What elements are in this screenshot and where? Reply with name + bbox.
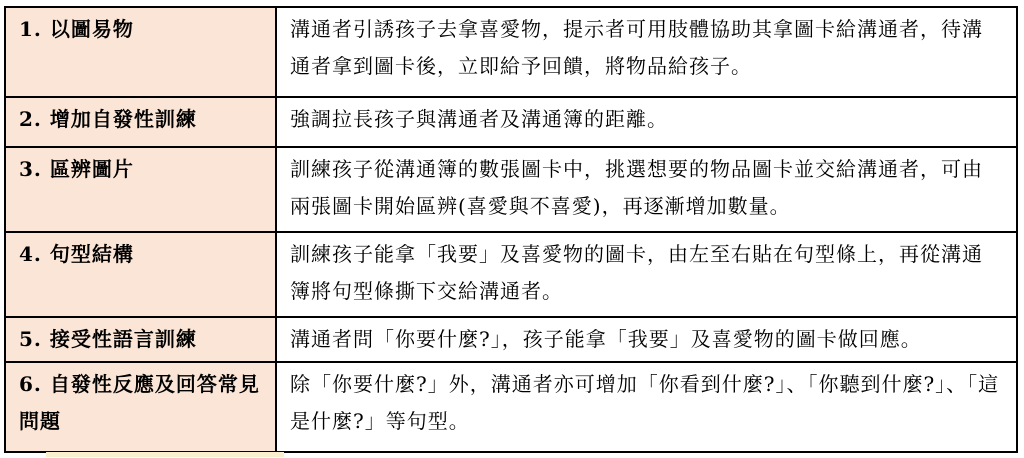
step-description: 除「你要什麼?」外，溝通者亦可增加「你看到什麼?」、「你聽到什麼?」、「這是什麼?」等句型。 [277, 363, 1016, 451]
training-steps-table [4, 6, 1018, 453]
step-label: 2. 增加自發性訓練 [6, 98, 277, 146]
table-row [6, 148, 1016, 233]
partial-highlight-strip [46, 452, 284, 457]
step-label: 6. 自發性反應及回答常見問題 [6, 363, 277, 451]
step-label: 4. 句型結構 [6, 233, 277, 316]
step-description: 強調拉長孩子與溝通者及溝通簿的距離。 [277, 98, 1016, 146]
table-row [6, 8, 1016, 98]
step-label: 5. 接受性語言訓練 [6, 318, 277, 361]
table-row [6, 233, 1016, 318]
step-description: 溝通者引誘孩子去拿喜愛物，提示者可用肢體協助其拿圖卡給溝通者，待溝通者拿到圖卡後，立即給予回饋，將物品給孩子。 [277, 8, 1016, 96]
table-row [6, 363, 1016, 451]
table-row [6, 318, 1016, 363]
table-row [6, 98, 1016, 148]
step-description: 溝通者問「你要什麼?」，孩子能拿「我要」及喜愛物的圖卡做回應。 [277, 318, 1016, 361]
step-label: 1. 以圖易物 [6, 8, 277, 96]
step-label: 3. 區辨圖片 [6, 148, 277, 231]
step-description: 訓練孩子從溝通簿的數張圖卡中，挑選想要的物品圖卡並交給溝通者，可由兩張圖卡開始區辨(喜愛與不喜愛)，再逐漸增加數量。 [277, 148, 1016, 231]
step-description: 訓練孩子能拿「我要」及喜愛物的圖卡，由左至右貼在句型條上，再從溝通簿將句型條撕下交給溝通者。 [277, 233, 1016, 316]
